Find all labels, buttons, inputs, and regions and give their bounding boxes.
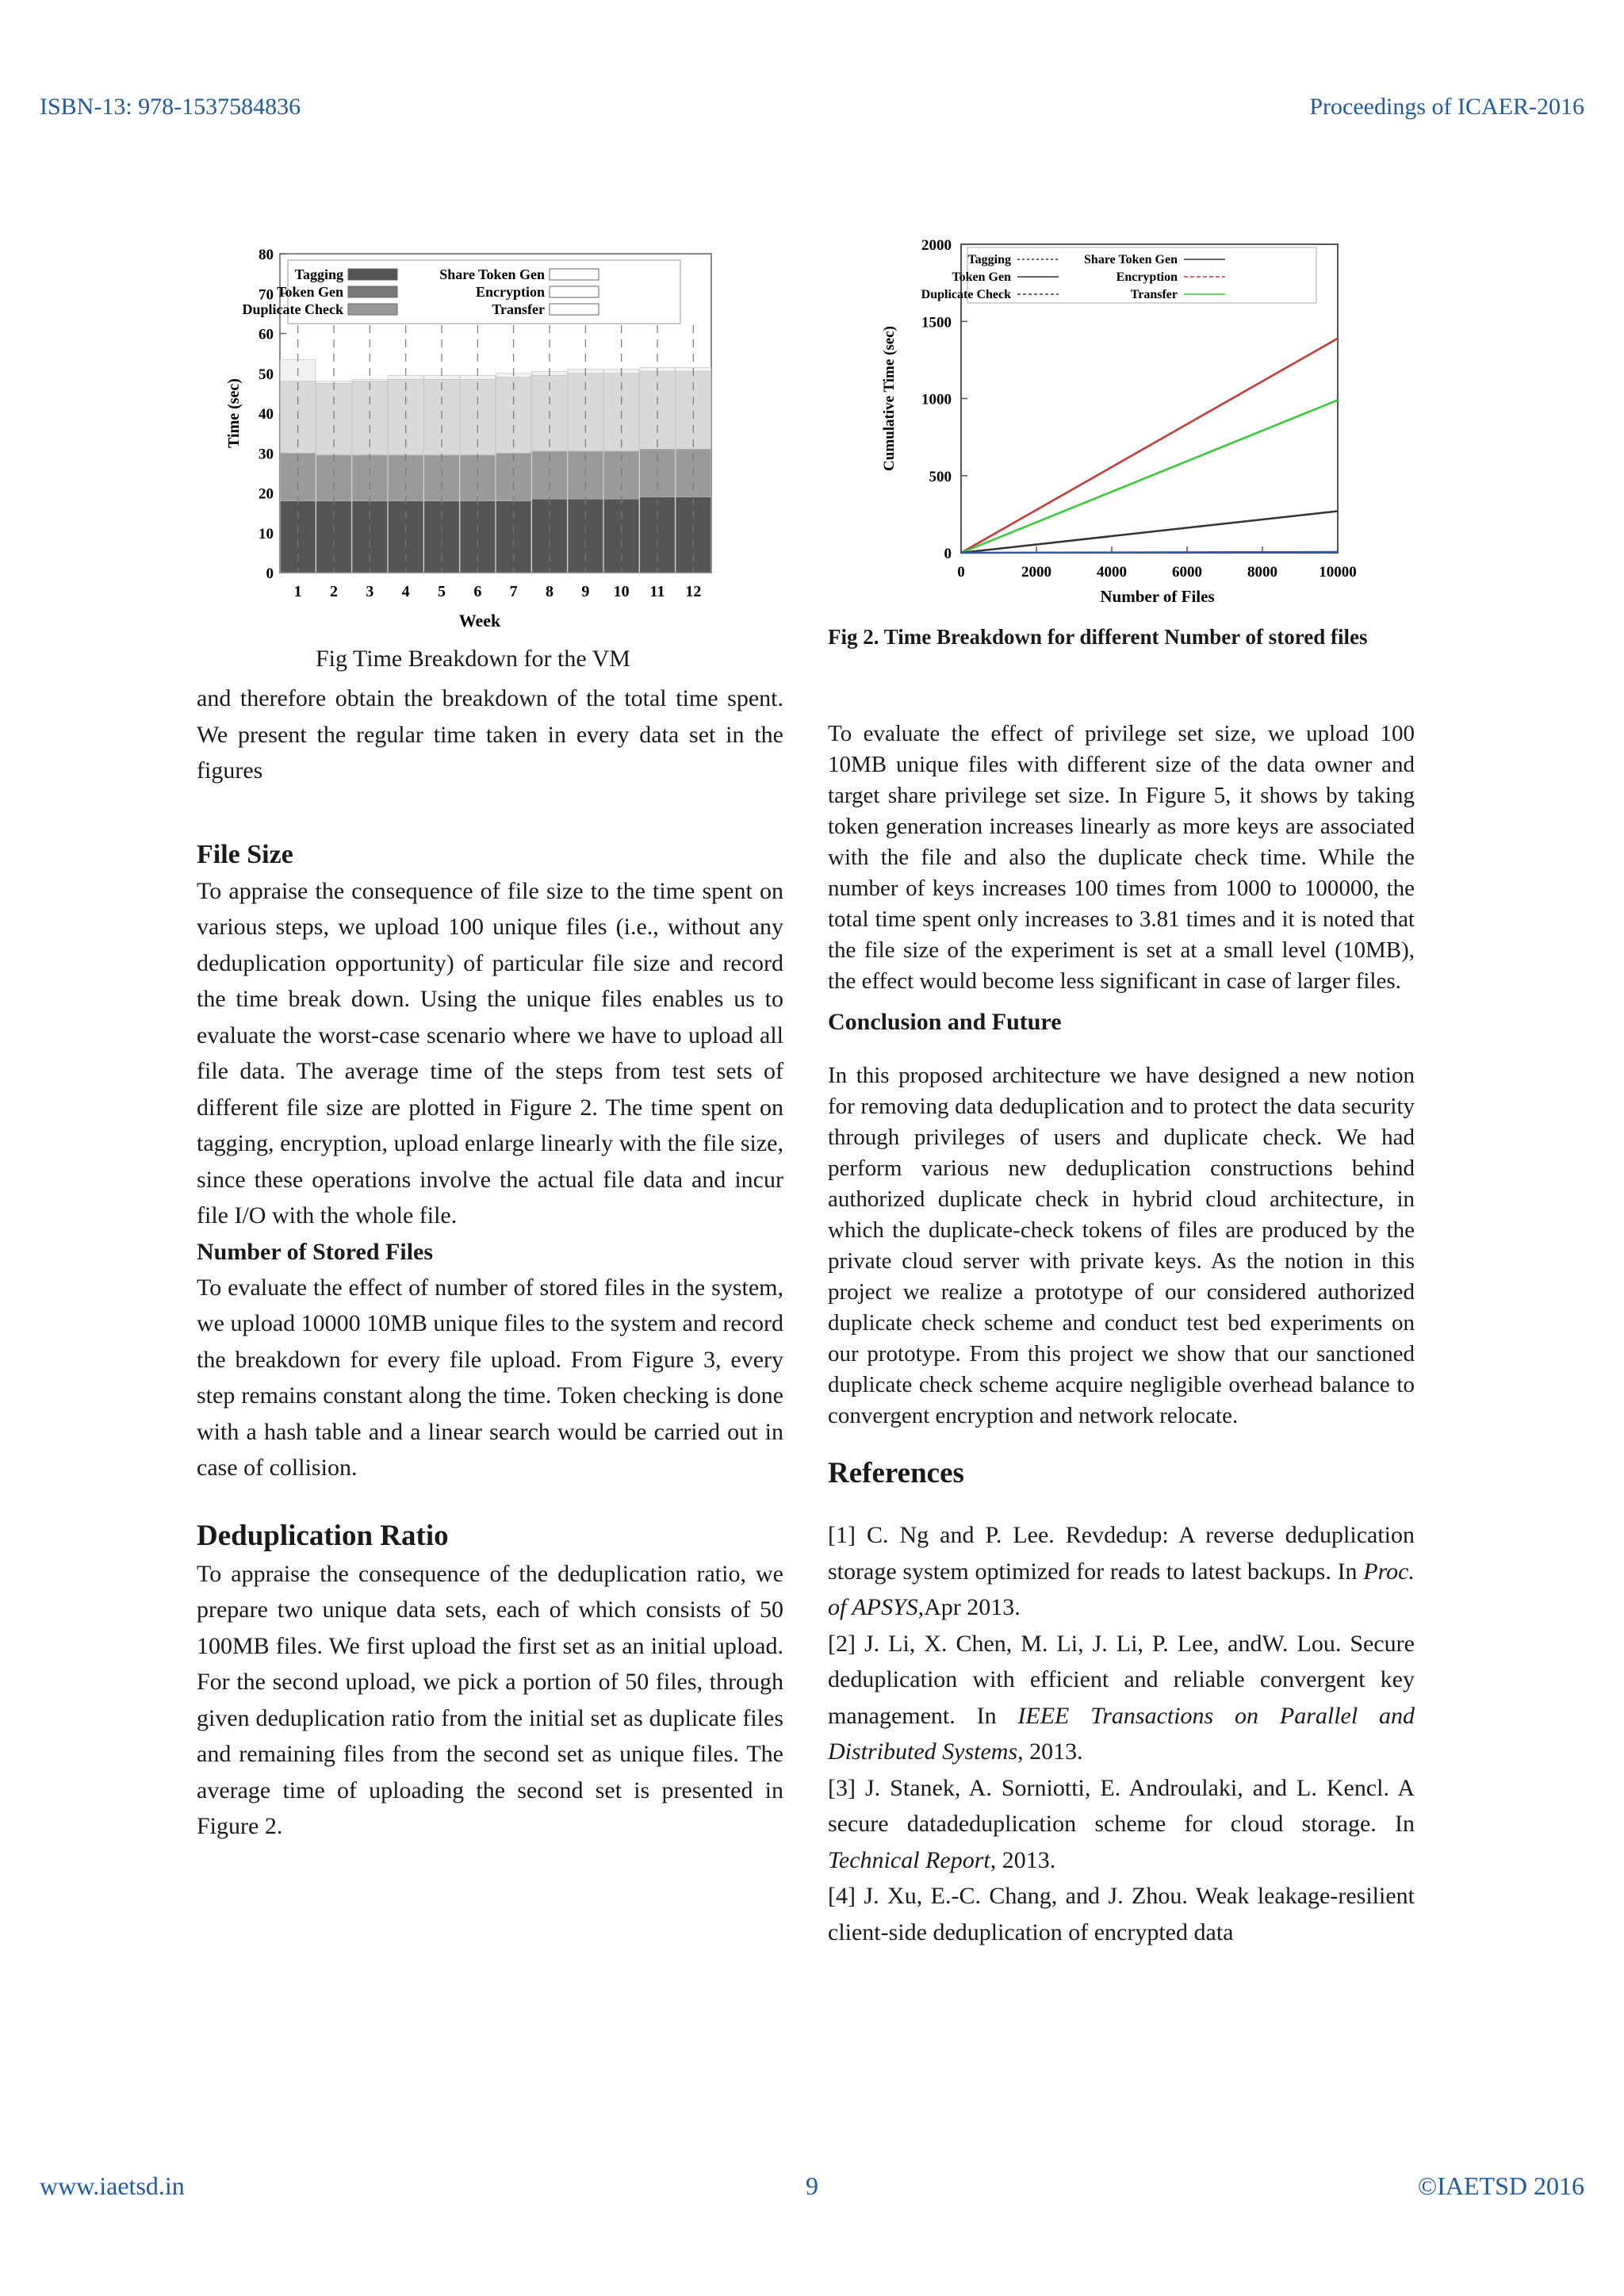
legend-label: Duplicate Check [921, 288, 1011, 301]
x-tick-label: 7 [509, 583, 518, 600]
x-tick-label: 12 [685, 583, 702, 600]
x-tick-label: 8000 [1247, 564, 1277, 581]
y-tick-label: 30 [259, 446, 274, 463]
y-tick-label: 80 [259, 247, 274, 263]
x-tick-label: 4 [401, 583, 410, 600]
reference-item: [2] J. Li, X. Chen, M. Li, J. Li, P. Lee, andW. Lou. Secure deduplication with efficient and reliable convergent key management. In IEEE Transactions on Parallel and Distributed Systems, 2013. [828, 1630, 1415, 1765]
legend-label: Transfer [492, 301, 545, 317]
x-tick-label: 5 [438, 583, 446, 600]
file-size-heading: File Size [197, 839, 293, 869]
legend-label: Share Token Gen [439, 266, 545, 282]
bar-segment [388, 455, 423, 501]
bar-segment [460, 455, 495, 501]
x-tick-label: 4000 [1097, 564, 1127, 581]
y-axis-label: Time (sec) [225, 378, 243, 448]
y-tick-label: 2000 [921, 237, 952, 254]
x-tick-label: 9 [581, 583, 590, 600]
x-tick-label: 1 [293, 583, 302, 600]
reference-item: [3] J. Stanek, A. Sorniotti, E. Androulaki, and L. Kencl. A secure datadeduplication scheme for cloud storage. In Technical Report, 2013. [828, 1774, 1415, 1873]
y-tick-label: 1500 [921, 314, 952, 332]
bar-segment [352, 455, 387, 501]
x-axis-label: Week [458, 611, 501, 631]
legend-label: Tagging [967, 253, 1011, 266]
legend-swatch [348, 269, 397, 280]
figure-1 [218, 238, 726, 642]
x-tick-label: 10000 [1319, 564, 1357, 581]
y-tick-label: 0 [266, 565, 274, 582]
legend-label: Tagging [294, 266, 343, 282]
conclusion-paragraph: In this proposed architecture we have designed a new notion for removing data deduplication and to protect the data security through privileges of users and duplicate check. We had perform various new deduplication constructions behind authorized duplicate check in hybrid cloud architecture, in which the duplicate-check tokens of files are produced by the private cloud server with private keys. As the notion in this project we realize a prototype of our considered authorized duplicate check scheme and conduct test bed experiments on our prototype. From this project we show that our sanctioned duplicate check scheme acquire negligible overhead balance to convergent encryption and network relocate. [828, 1063, 1415, 1428]
x-tick-label: 6000 [1172, 564, 1202, 581]
figure-2 [860, 230, 1376, 611]
x-tick-label: 0 [957, 564, 965, 581]
references-list [828, 1517, 1415, 1950]
proceedings-header: Proceedings of ICAER-2016 [1309, 94, 1584, 120]
x-tick-label: 2 [330, 583, 338, 600]
legend-swatch [550, 304, 599, 315]
series-line [961, 552, 1338, 553]
bar-segment [532, 499, 567, 573]
privilege-paragraph: To evaluate the effect of privilege set size, we upload 100 10MB unique files with different size of the data owner and target share privilege set size. In Figure 5, it shows by taking token generation increases linearly as more keys are associated with the file and also the duplicate check time. While the number of keys increases 100 times from 1000 to 100000, the total time spent only increases to 3.81 times and it is noted that the file size of the experiment is set at a small level (10MB), the effect would become less significant in case of larger files. [828, 721, 1415, 994]
reference-item: [1] C. Ng and P. Lee. Revdedup: A reverse deduplication storage system optimized for reads to latest backups. In Proc. of APSYS,Apr 2013. [828, 1522, 1415, 1620]
copyright-footer: ©IAETSD 2016 [1417, 2171, 1584, 2200]
bar-segment [424, 375, 459, 379]
legend-swatch [550, 269, 599, 280]
legend-label: Transfer [1130, 288, 1178, 301]
right-column [828, 719, 1415, 1950]
y-axis-label: Cumulative Time (sec) [881, 326, 898, 471]
y-tick-label: 20 [259, 485, 274, 503]
file-size-paragraph: To appraise the consequence of file size to the time spent on various steps, we upload 100 unique files (i.e., without any deduplication opportunity) of particular file size and record the time break down. Using the unique files enables us to evaluate the worst-case scenario where we have to upload all file data. The average time of the steps from test sets of different file size are plotted in Figure 2. The time spent on tagging, encryption, upload enlarge linearly with the file size, since these operations involve the actual file data and incur file I/O with the whole file. [197, 877, 783, 1228]
legend-swatch [348, 286, 397, 297]
y-tick-label: 1000 [921, 391, 952, 408]
legend-label: Share Token Gen [1084, 253, 1178, 266]
cumulative-time-line-chart [860, 230, 1376, 611]
bar-segment [568, 499, 603, 573]
stored-files-heading: Number of Stored Files [197, 1238, 434, 1265]
website-footer[interactable]: www.iaetsd.in [40, 2171, 185, 2200]
x-axis-label: Number of Files [1100, 587, 1215, 606]
bar-segment [352, 379, 387, 381]
legend-label: Duplicate Check [242, 301, 343, 317]
legend-swatch [348, 304, 397, 315]
legend-swatch [550, 286, 599, 297]
bar-segment [460, 375, 495, 379]
y-tick-label: 0 [944, 546, 952, 562]
figure-2-caption: Fig 2. Time Breakdown for different Number of stored files [828, 625, 1368, 649]
x-tick-label: 3 [366, 583, 374, 600]
x-tick-label: 10 [613, 583, 630, 600]
isbn-header: ISBN-13: 978-1537584836 [40, 94, 301, 120]
figure-1-caption: Fig Time Breakdown for the VM [316, 646, 630, 672]
y-tick-label: 500 [929, 468, 952, 485]
dedup-ratio-heading: Deduplication Ratio [197, 1519, 449, 1552]
x-tick-label: 6 [473, 583, 482, 600]
x-tick-label: 2000 [1021, 564, 1051, 581]
stored-files-paragraph: To evaluate the effect of number of stored files in the system, we upload 10000 10MB unique files to the system and record the breakdown for every file upload. From Figure 3, every step remains constant along the time. Token checking is done with a hash table and a linear search would be carried out in case of collision. [197, 1274, 783, 1481]
bar-segment [424, 455, 459, 501]
x-tick-label: 11 [649, 583, 665, 600]
bar-segment [316, 455, 351, 501]
x-tick-label: 8 [546, 583, 553, 600]
y-tick-label: 40 [259, 406, 274, 423]
legend-label: Encryption [1116, 270, 1178, 284]
y-tick-label: 60 [259, 326, 274, 343]
legend-label: Token Gen [952, 270, 1011, 284]
y-tick-label: 70 [259, 286, 274, 304]
dedup-ratio-paragraph: To appraise the consequence of the deduplication ratio, we prepare two unique data sets, each of which consists of 50 100MB files. We first upload the first set as an initial upload. For the second upload, we pick a portion of 50 files, through given deduplication ratio from the initial set as duplicate files and remaining files from the second set as unique files. The average time of uploading the second set is presented in Figure 2. [197, 1560, 783, 1839]
conclusion-heading: Conclusion and Future [828, 1009, 1062, 1035]
legend-label: Token Gen [277, 284, 343, 300]
legend-label: Encryption [475, 284, 545, 300]
left-column [197, 680, 783, 1845]
reference-item: [4] J. Xu, E.-C. Chang, and J. Zhou. Weak leakage-resilient client-side deduplication of encrypted data [828, 1883, 1415, 1945]
time-breakdown-bar-chart [218, 238, 726, 642]
bar-segment [603, 499, 638, 573]
y-tick-label: 10 [259, 525, 274, 542]
y-tick-label: 50 [259, 366, 274, 383]
intro-paragraph: and therefore obtain the breakdown of the total time spent. We present the regular time taken in every data set in the figures [197, 685, 783, 784]
page-number: 9 [806, 2171, 818, 2200]
references-heading: References [828, 1457, 964, 1489]
bar-segment [388, 375, 423, 379]
